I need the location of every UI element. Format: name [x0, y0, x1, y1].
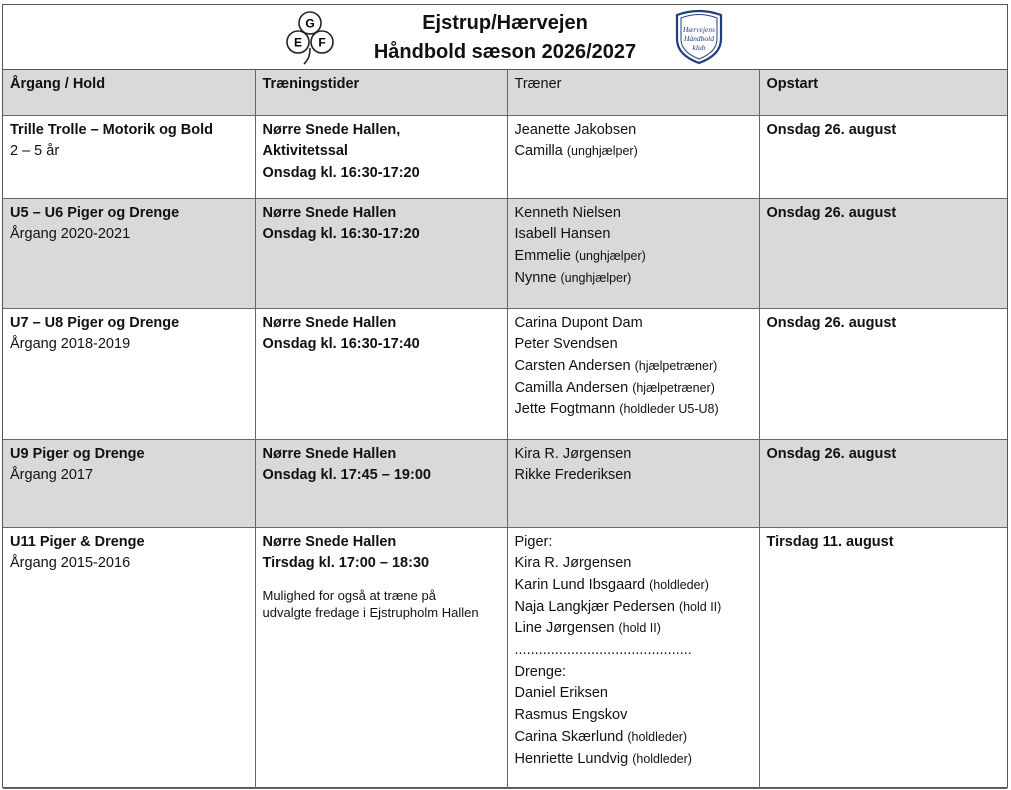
coach-entry	[515, 553, 752, 575]
start-date: Onsdag 26. august	[766, 204, 897, 221]
coach-name: Carina Skærlund	[514, 728, 624, 745]
times-cell	[255, 198, 507, 308]
title-line-2: Håndbold sæson 2026/2027	[373, 41, 637, 63]
coach-group-label: Drenge:	[514, 663, 567, 680]
column-header-start: Opstart	[759, 70, 1007, 115]
start-cell	[759, 527, 1007, 788]
coach-role: (unghjælper)	[574, 248, 646, 263]
title-line-1: Ejstrup/Hærvejen	[422, 12, 588, 34]
training-note: Mulighed for også at træne på udvalgte fredage i Ejstrupholm Hallen	[262, 587, 479, 620]
logo-letter-g: G	[305, 16, 315, 31]
time-line: Nørre Snede Hallen	[262, 314, 397, 331]
shield-text-2: Håndbold	[684, 34, 714, 43]
coach-name: Naja Langkjær Pedersen	[514, 598, 675, 615]
team-cell	[3, 439, 255, 527]
start-date: Onsdag 26. august	[766, 314, 897, 331]
coach-name: Isabell Hansen	[514, 226, 611, 243]
coach-entry	[515, 378, 752, 400]
column-header-team: Årgang / Hold	[3, 70, 255, 115]
start-date: Onsdag 26. august	[766, 121, 897, 138]
table-row	[3, 527, 1007, 788]
time-line: Onsdag kl. 16:30-17:20	[262, 164, 420, 181]
coach-role: (unghjælper)	[566, 144, 638, 159]
column-header-coach: Træner	[507, 70, 759, 115]
coach-name: Rasmus Engskov	[514, 707, 628, 724]
coach-name: Line Jørgensen	[514, 620, 615, 637]
haervejens-handbold-shield-icon	[673, 9, 725, 65]
coach-role: (holdleder)	[632, 751, 692, 766]
team-sub: Årgang 2017	[10, 467, 94, 484]
coach-name: Kira R. Jørgensen	[514, 555, 632, 572]
logo-letter-f: F	[318, 35, 326, 50]
team-cell	[3, 115, 255, 198]
team-sub: 2 – 5 år	[10, 143, 60, 160]
coach-cell	[507, 115, 759, 198]
coach-entry	[515, 597, 752, 619]
team-cell	[3, 527, 255, 788]
time-line: Nørre Snede Hallen	[262, 533, 397, 550]
times-cell	[255, 439, 507, 527]
table-row	[3, 115, 1007, 198]
team-sub: Årgang 2020-2021	[10, 226, 131, 243]
shield-text-3: klub	[692, 43, 706, 52]
coach-role: (unghjælper)	[560, 270, 632, 285]
table-header-row	[3, 70, 1007, 115]
coach-entry	[515, 356, 752, 378]
team-name: U9 Piger og Drenge	[10, 445, 145, 462]
coach-entry	[515, 575, 752, 597]
team-sub: Årgang 2018-2019	[10, 336, 131, 353]
coach-entry	[515, 444, 752, 466]
times-cell	[255, 115, 507, 198]
coach-entry	[515, 749, 752, 771]
logo-letter-e: E	[293, 35, 303, 50]
team-name: U5 – U6 Piger og Drenge	[10, 204, 180, 221]
coach-group-label: Piger:	[514, 533, 553, 550]
team-name: U11 Piger & Drenge	[10, 533, 145, 550]
dotted-separator: ............................................	[514, 642, 692, 659]
coach-role: (hold II)	[678, 599, 722, 614]
coach-entry	[515, 334, 752, 356]
coach-name: Kenneth Nielsen	[514, 204, 621, 221]
coach-name: Nynne	[514, 269, 557, 286]
schedule-table	[3, 70, 1007, 789]
coach-role: (hjælpetræner)	[634, 358, 718, 373]
time-line: Nørre Snede Hallen,	[262, 121, 401, 138]
time-line: Onsdag kl. 16:30-17:20	[262, 226, 420, 243]
coach-entry	[515, 141, 752, 163]
coach-name: Henriette Lundvig	[514, 750, 629, 767]
coach-name: Camilla	[514, 143, 563, 160]
times-cell	[255, 527, 507, 788]
table-row	[3, 198, 1007, 308]
coach-name: Carsten Andersen	[514, 357, 631, 374]
coach-name: Jeanette Jakobsen	[514, 121, 637, 138]
time-line: Nørre Snede Hallen	[262, 204, 397, 221]
time-line: Onsdag kl. 17:45 – 19:00	[262, 467, 431, 484]
table-row	[3, 308, 1007, 439]
coach-role: (holdleder)	[649, 577, 709, 592]
coach-entry	[515, 246, 752, 268]
coach-name: Emmelie	[514, 247, 571, 264]
start-cell	[759, 115, 1007, 198]
coach-entry	[515, 203, 752, 225]
team-sub: Årgang 2015-2016	[10, 555, 131, 572]
coach-name: Rikke Frederiksen	[514, 467, 632, 484]
shield-text-1: Hærvejens	[682, 25, 716, 34]
coach-entry	[515, 705, 752, 727]
coach-entry	[515, 224, 752, 246]
coach-cell	[507, 198, 759, 308]
coach-name: Peter Svendsen	[514, 336, 618, 353]
coach-name: Daniel Eriksen	[514, 685, 608, 702]
schedule-sheet	[2, 4, 1008, 788]
coach-name: Carina Dupont Dam	[514, 314, 643, 331]
start-cell	[759, 198, 1007, 308]
coach-entry	[515, 268, 752, 290]
time-line: Onsdag kl. 16:30-17:40	[262, 336, 420, 353]
coach-name: Jette Fogtmann	[514, 401, 616, 418]
coach-entry	[515, 399, 752, 421]
start-cell	[759, 439, 1007, 527]
coach-entry	[515, 313, 752, 335]
coach-entry	[515, 618, 752, 640]
coach-role: (holdleder U5-U8)	[619, 402, 719, 417]
start-date: Onsdag 26. august	[766, 445, 897, 462]
coach-role: (hold II)	[618, 621, 661, 636]
coach-name: Kira R. Jørgensen	[514, 445, 632, 462]
start-cell	[759, 308, 1007, 439]
coach-role: (hjælpetræner)	[632, 380, 715, 395]
team-name: U7 – U8 Piger og Drenge	[10, 314, 180, 331]
team-cell	[3, 308, 255, 439]
coach-role: (holdleder)	[627, 729, 688, 744]
coach-entry	[515, 120, 752, 142]
times-cell	[255, 308, 507, 439]
time-line: Aktivitetssal	[262, 143, 348, 160]
coach-cell	[507, 308, 759, 439]
coach-cell	[507, 439, 759, 527]
column-header-times: Træningstider	[255, 70, 507, 115]
time-line: Nørre Snede Hallen	[262, 445, 397, 462]
team-name: Trille Trolle – Motorik og Bold	[10, 121, 214, 138]
table-row	[3, 439, 1007, 527]
coach-name: Karin Lund Ibsgaard	[514, 576, 646, 593]
team-cell	[3, 198, 255, 308]
coach-cell	[507, 527, 759, 788]
start-date: Tirsdag 11. august	[766, 533, 894, 550]
page-title	[3, 9, 1007, 67]
coach-entry	[515, 727, 752, 749]
time-line: Tirsdag kl. 17:00 – 18:30	[262, 555, 430, 572]
coach-entry	[515, 683, 752, 705]
document-header	[3, 5, 1007, 70]
coach-entry	[515, 465, 752, 487]
coach-name: Camilla Andersen	[514, 379, 629, 396]
